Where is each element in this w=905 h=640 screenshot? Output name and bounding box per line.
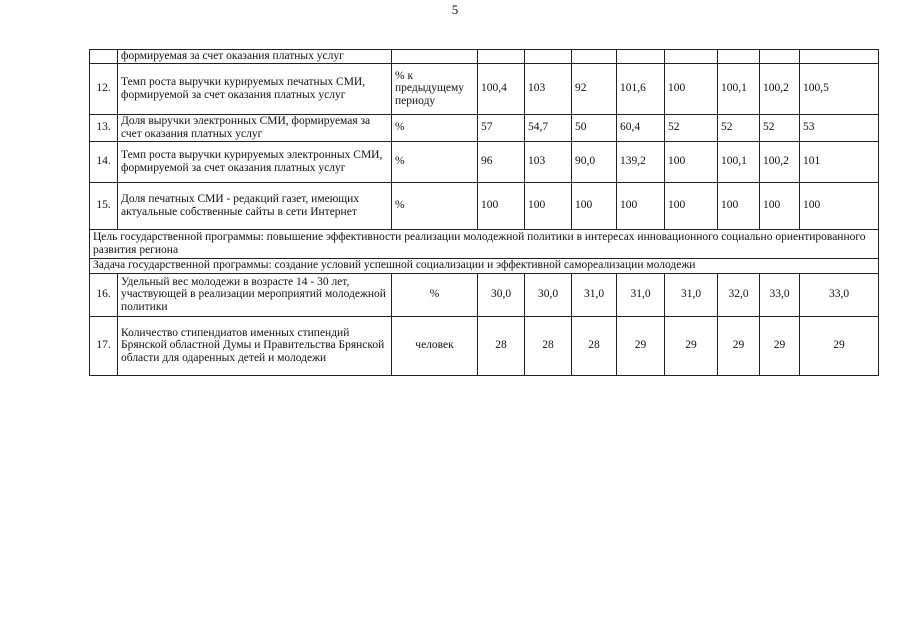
table-row [90,63,879,114]
cell-value: 31,0 [617,273,665,316]
cell-value [760,50,800,64]
cell-value: 90,0 [572,141,617,182]
cell-value: 100 [800,182,879,229]
table-row [90,114,879,141]
cell-indicator-name: Удельный вес молодежи в возрасте 14 - 30 лет, участвующей в реализации мероприятий молодежной политики [118,273,392,316]
cell-value: 28 [478,316,525,375]
cell-unit: % к предыдущему периоду [392,63,478,114]
cell-indicator-name: Доля печатных СМИ - редакций газет, имеющих актуальные собственные сайты в сети Интернет [118,182,392,229]
cell-num: 14. [90,141,118,182]
cell-value: 33,0 [800,273,879,316]
cell-indicator-name: формируемая за счет оказания платных услуг [118,50,392,64]
cell-num: 12. [90,63,118,114]
cell-value: 29 [617,316,665,375]
table-row [90,273,879,316]
cell-unit [392,50,478,64]
cell-value: 57 [478,114,525,141]
table-row-task [90,258,879,273]
table-row [90,182,879,229]
cell-value: 30,0 [525,273,572,316]
cell-value: 32,0 [718,273,760,316]
table-row-continuation [90,50,879,64]
cell-unit: человек [392,316,478,375]
cell-value: 29 [800,316,879,375]
cell-num: 16. [90,273,118,316]
cell-value: 100,4 [478,63,525,114]
cell-value: 29 [665,316,718,375]
cell-value: 100 [665,141,718,182]
cell-indicator-name: Количество стипендиатов именных стипендий Брянской областной Думы и Правительства Брянской области для одаренных детей и молодежи [118,316,392,375]
cell-value [572,50,617,64]
cell-value: 31,0 [665,273,718,316]
table-row [90,316,879,375]
cell-value: 30,0 [478,273,525,316]
cell-value: 100,2 [760,63,800,114]
cell-value: 31,0 [572,273,617,316]
cell-value [478,50,525,64]
cell-value: 52 [718,114,760,141]
program-goal: Цель государственной программы: повышение эффективности реализации молодежной политики в интересах инновационного социально ориентированного развития региона [90,229,879,258]
table-row [90,141,879,182]
table-row-goal [90,229,879,258]
cell-value: 100 [478,182,525,229]
cell-value: 52 [760,114,800,141]
cell-num: 15. [90,182,118,229]
page-number: 5 [451,2,459,17]
cell-value [800,50,879,64]
cell-value: 29 [760,316,800,375]
cell-value: 100 [665,63,718,114]
cell-value: 103 [525,63,572,114]
cell-value [665,50,718,64]
cell-value: 53 [800,114,879,141]
cell-unit: % [392,182,478,229]
cell-value: 28 [525,316,572,375]
cell-indicator-name: Темп роста выручки курируемых печатных СМИ, формируемой за счет оказания платных услуг [118,63,392,114]
cell-indicator-name: Темп роста выручки курируемых электронных СМИ, формируемой за счет оказания платных услуг [118,141,392,182]
cell-value: 100 [525,182,572,229]
cell-unit: % [392,141,478,182]
cell-value [617,50,665,64]
cell-value: 100,1 [718,141,760,182]
cell-value: 60,4 [617,114,665,141]
cell-value: 101 [800,141,879,182]
cell-value: 100,2 [760,141,800,182]
cell-value: 100 [572,182,617,229]
cell-value: 52 [665,114,718,141]
cell-value: 100,5 [800,63,879,114]
cell-value: 100 [718,182,760,229]
cell-value [718,50,760,64]
cell-num: 17. [90,316,118,375]
cell-value: 50 [572,114,617,141]
cell-value: 28 [572,316,617,375]
cell-value: 92 [572,63,617,114]
cell-value: 96 [478,141,525,182]
cell-num [90,50,118,64]
cell-num: 13. [90,114,118,141]
program-task: Задача государственной программы: создание условий успешной социализации и эффективной самореализации молодежи [90,258,879,273]
cell-indicator-name: Доля выручки электронных СМИ, формируемая за счет оказания платных услуг [118,114,392,141]
cell-value: 100 [760,182,800,229]
cell-value: 100 [665,182,718,229]
cell-value: 100,1 [718,63,760,114]
cell-value: 103 [525,141,572,182]
indicators-table [89,49,879,376]
cell-unit: % [392,273,478,316]
cell-unit: % [392,114,478,141]
cell-value: 54,7 [525,114,572,141]
cell-value: 29 [718,316,760,375]
cell-value [525,50,572,64]
cell-value: 100 [617,182,665,229]
cell-value: 139,2 [617,141,665,182]
cell-value: 101,6 [617,63,665,114]
cell-value: 33,0 [760,273,800,316]
